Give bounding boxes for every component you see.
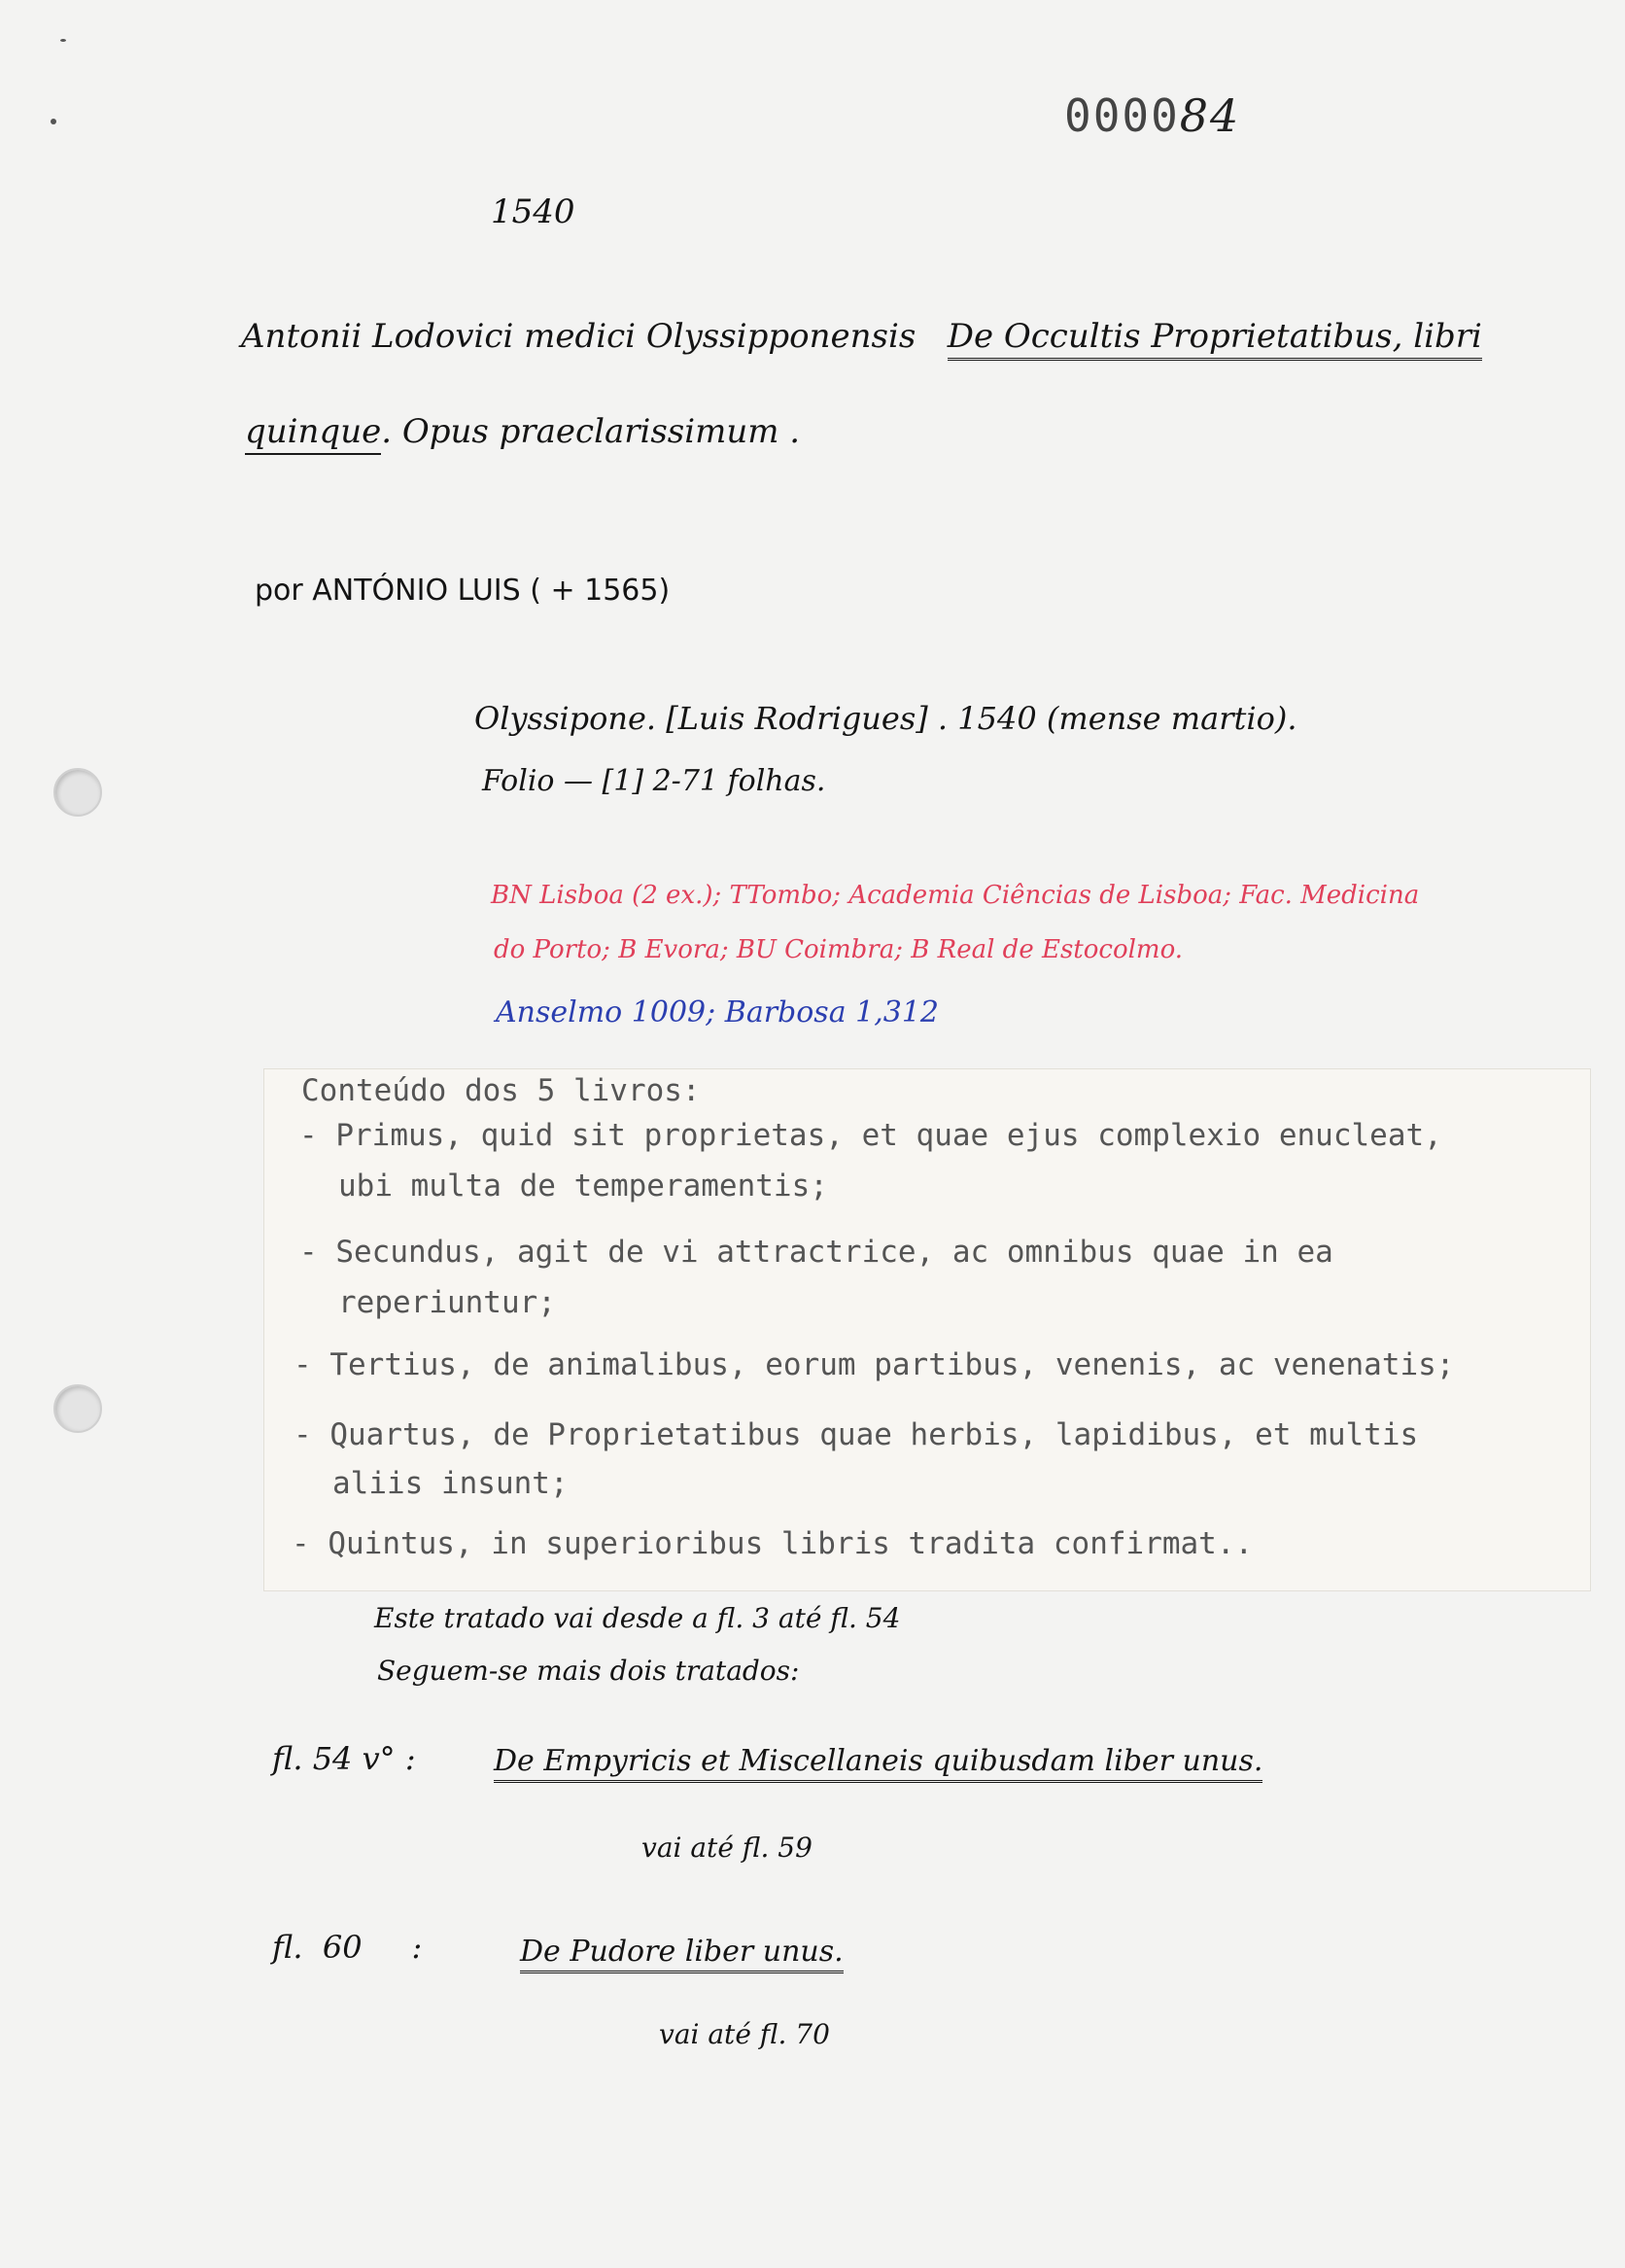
holdings-line-2: do Porto; B Evora; BU Coimbra; B Real de Estocolmo. [494,935,1184,964]
pasted-contents-slip [264,1069,1590,1590]
title-work-underlined-2: quinque [245,412,381,455]
treatise-1-title: De Empyricis et Miscellaneis quibusdam liber unus. [494,1744,1262,1783]
treatise-1-folio: fl. 54 v° : [272,1740,416,1777]
treatise-2-range: vai até fl. 70 [659,2018,830,2050]
imprint-line: Olyssipone. [Luis Rodrigues] . 1540 (mense martio). [474,700,1297,737]
treatise-2-title: De Pudore liber unus. [520,1935,844,1973]
holdings-line-1: BN Lisboa (2 ex.); TTombo; Academia Ciências de Lisboa; Fac. Medicina [491,881,1420,910]
treatise-1-range: vai até fl. 59 [641,1832,812,1864]
punch-hole-top [53,768,102,817]
contents-item-4-line-1: - Quartus, de Proprietatibus quae herbis, lapidibus, et multis [294,1417,1419,1452]
title-author-name: Antonii Lodovici medici Olyssipponensis [241,317,916,356]
bibliographic-references: Anselmo 1009; Barbosa 1,312 [496,995,940,1029]
contents-item-1-line-1: - Primus, quid sit proprietas, et quae ejus complexio enucleat, [299,1118,1442,1153]
margin-speck [51,119,56,124]
format-line: Folio — [1] 2-71 folhas. [482,764,826,798]
contents-item-3-line-1: - Tertius, de animalibus, eorum partibus, venenis, ac venenatis; [294,1347,1455,1382]
contents-item-5-line-1: - Quintus, in superioribus libris tradita confirmat.. [292,1526,1254,1561]
contents-item-1-line-2: ubi multa de temperamentis; [338,1169,828,1204]
punch-hole-bottom [53,1384,102,1433]
treatise-2-folio: fl. 60 : [272,1929,423,1966]
title-work-underlined: De Occultis Proprietatibus, libri [948,317,1482,361]
title-line-1 [241,317,1482,356]
title-line-2 [245,412,800,451]
contents-item-2-line-2: reperiuntur; [338,1285,556,1320]
stamp-digits: 0000 [1064,89,1180,142]
author-line: por ANTÓNIO LUIS ( + 1565) [255,574,671,608]
contents-item-2-line-1: - Secundus, agit de vi attractrice, ac omnibus quae in ea [299,1235,1333,1270]
title-subtitle: . Opus praeclarissimum . [381,412,801,451]
year-heading: 1540 [491,192,575,231]
notes-line-1: Este tratado vai desde a fl. 3 até fl. 54 [374,1602,901,1634]
contents-heading: Conteúdo dos 5 livros: [301,1073,701,1108]
stamp-handwritten-digits: 84 [1179,89,1241,142]
notes-line-2: Seguem-se mais dois tratados: [377,1655,800,1687]
archive-stamp-number [1064,89,1240,142]
contents-item-4-line-2: aliis insunt; [332,1466,569,1501]
margin-speck [60,39,66,42]
